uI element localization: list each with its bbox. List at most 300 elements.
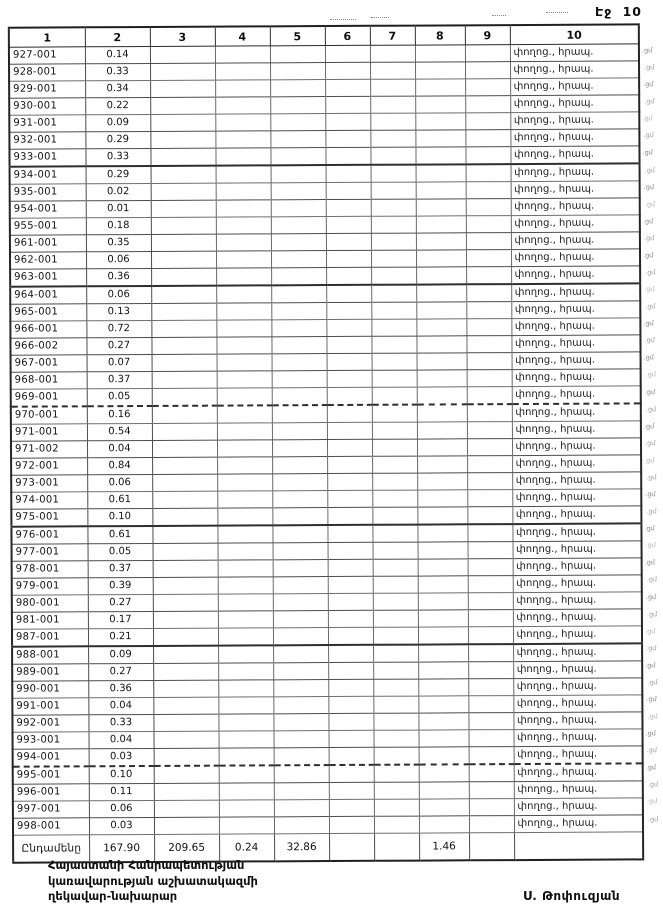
cell-empty: [372, 490, 417, 507]
cell-description: փողոց., հրապ.: [510, 129, 639, 147]
cell-empty: [373, 627, 418, 645]
cell-empty: [327, 422, 372, 439]
cell-code: 933-001: [9, 149, 85, 167]
cell-empty: [327, 405, 372, 423]
cell-value: 0.04: [88, 697, 153, 714]
cell-empty: [274, 817, 329, 834]
cell-empty: [218, 628, 273, 646]
cell-empty: [468, 576, 513, 593]
cell-empty: [270, 131, 325, 148]
cell-empty: [151, 337, 216, 354]
scan-artifact: .ցմ: [647, 712, 658, 721]
cell-empty: [370, 79, 415, 96]
cell-empty: [152, 354, 217, 371]
cell-empty: [328, 610, 373, 627]
cell-description: փողոց., հրապ.: [513, 541, 642, 559]
cell-description: փողոց., հրապ.: [512, 523, 641, 541]
cell-empty: [272, 491, 327, 508]
cell-value: 0.13: [86, 303, 151, 320]
cell-empty: [150, 63, 215, 80]
cell-empty: [467, 507, 512, 525]
column-header-7: 7: [370, 26, 415, 46]
scan-noise-speck: [330, 19, 356, 20]
cell-value: 0.37: [88, 560, 153, 577]
cell-empty: [217, 371, 272, 388]
cell-empty: [272, 423, 327, 440]
cell-empty: [416, 250, 466, 267]
cell-empty: [329, 765, 374, 783]
cell-empty: [217, 388, 272, 406]
scan-artifact: .ցմ: [644, 97, 655, 106]
cell-empty: [416, 199, 466, 216]
column-header-4: 4: [215, 26, 270, 46]
scan-noise-speck: [371, 17, 389, 18]
cell-empty: [216, 165, 271, 183]
cell-empty: [415, 62, 465, 79]
cell-empty: [415, 113, 465, 130]
cell-description: փողոց., հրապ.: [513, 626, 642, 644]
table-body: [9, 44, 643, 835]
cell-empty: [465, 130, 510, 147]
cell-code: 962-001: [10, 252, 86, 269]
totals-cell: [514, 832, 643, 860]
cell-value: 0.29: [86, 166, 151, 184]
cell-empty: [417, 490, 467, 507]
cell-empty: [151, 286, 216, 304]
totals-cell: 1.46: [419, 833, 469, 861]
cell-empty: [418, 610, 468, 627]
cell-empty: [152, 406, 217, 424]
cell-empty: [465, 79, 510, 96]
cell-empty: [271, 320, 326, 337]
cell-empty: [326, 302, 371, 319]
cell-empty: [328, 713, 373, 730]
cell-empty: [468, 559, 513, 576]
cell-empty: [418, 696, 468, 713]
cell-empty: [327, 473, 372, 490]
cell-empty: [327, 456, 372, 473]
scan-artifact: .ցմ: [645, 541, 657, 550]
cell-empty: [326, 165, 371, 183]
scan-artifact: .ցմ: [642, 251, 654, 260]
cell-empty: [273, 577, 328, 594]
cell-empty: [219, 817, 274, 834]
cell-code: 997-001: [13, 801, 89, 818]
cell-empty: [151, 303, 216, 320]
cell-value: 0.10: [87, 508, 152, 526]
cell-description: փողոց., հրապ.: [511, 232, 640, 250]
cell-empty: [328, 593, 373, 610]
cell-empty: [273, 714, 328, 731]
cell-code: 969-001: [11, 389, 87, 407]
cell-value: 0.72: [86, 320, 151, 337]
cell-empty: [153, 611, 218, 628]
cell-value: 0.61: [87, 491, 152, 508]
cell-empty: [469, 816, 514, 833]
cell-empty: [372, 353, 417, 370]
cell-value: 0.09: [88, 646, 153, 664]
cell-empty: [154, 800, 219, 817]
cell-code: 991-001: [12, 698, 88, 715]
cell-description: փողոց., հրապ.: [512, 489, 641, 507]
cell-empty: [373, 645, 418, 663]
cell-code: 988-001: [12, 646, 88, 664]
scan-artifact: .ցմ: [644, 336, 655, 345]
cell-empty: [216, 200, 271, 217]
cell-description: փողոց., հրապ.: [513, 712, 642, 730]
cell-code: 978-001: [12, 561, 88, 578]
cell-empty: [468, 713, 513, 730]
cell-empty: [218, 680, 273, 697]
cell-empty: [372, 473, 417, 490]
cell-empty: [371, 250, 416, 267]
cell-empty: [325, 96, 370, 113]
cell-empty: [468, 644, 513, 662]
cell-empty: [152, 526, 217, 544]
cell-empty: [327, 370, 372, 387]
column-header-9: 9: [465, 25, 510, 45]
cell-empty: [217, 525, 272, 543]
cell-empty: [216, 285, 271, 303]
cell-code: 954-001: [10, 201, 86, 218]
cell-value: 0.05: [88, 543, 153, 560]
cell-empty: [372, 525, 417, 543]
cell-description: փողոց., հրապ.: [512, 403, 641, 421]
totals-cell: 167.90: [89, 834, 154, 862]
cell-value: 0.61: [87, 526, 152, 544]
cell-code: 931-001: [9, 115, 85, 132]
totals-cell: [374, 833, 419, 861]
cell-empty: [466, 182, 511, 199]
cell-empty: [325, 79, 370, 96]
cell-code: 971-001: [11, 424, 87, 441]
cell-empty: [466, 216, 511, 233]
cell-code: 932-001: [9, 132, 85, 149]
cell-empty: [468, 610, 513, 627]
cell-value: 0.33: [85, 63, 150, 80]
cell-empty: [371, 267, 416, 285]
cell-code: 994-001: [13, 749, 89, 767]
cell-empty: [466, 267, 511, 285]
cell-empty: [419, 730, 469, 747]
column-header-6: 6: [325, 26, 370, 46]
cell-description: փողոց., հրապ.: [514, 781, 643, 799]
cell-empty: [326, 199, 371, 216]
cell-empty: [270, 114, 325, 131]
cell-empty: [271, 234, 326, 251]
cell-empty: [272, 371, 327, 388]
cell-empty: [419, 782, 469, 799]
cell-empty: [272, 474, 327, 491]
cell-empty: [219, 748, 274, 766]
cell-empty: [154, 783, 219, 800]
cell-description: փողոց., հրապ.: [511, 198, 640, 216]
cell-code: 928-001: [9, 64, 85, 81]
cell-empty: [466, 336, 511, 353]
cell-empty: [416, 182, 466, 199]
scan-artifact: .ցմ: [647, 678, 658, 687]
cell-empty: [218, 645, 273, 663]
cell-empty: [418, 576, 468, 593]
cell-empty: [271, 251, 326, 268]
cell-empty: [270, 80, 325, 97]
cell-code: 975-001: [11, 509, 87, 527]
cell-description: փողոց., հրապ.: [513, 661, 642, 679]
cell-empty: [328, 627, 373, 645]
scan-artifact: .ցմ: [646, 575, 658, 584]
cell-code: 967-001: [11, 355, 87, 372]
cell-empty: [151, 251, 216, 268]
table-sheet: [8, 23, 663, 863]
signatory-title-line: Հայաստանի Հանրապետության: [48, 858, 245, 872]
cell-empty: [152, 474, 217, 491]
cell-value: 0.34: [85, 80, 150, 97]
cell-empty: [151, 320, 216, 337]
cell-empty: [216, 217, 271, 234]
cell-empty: [417, 456, 467, 473]
cell-empty: [374, 765, 419, 783]
cell-empty: [466, 250, 511, 267]
cell-empty: [466, 319, 511, 336]
cell-description: փողոց., հրապ.: [511, 181, 640, 199]
cell-empty: [152, 508, 217, 526]
cell-empty: [217, 405, 272, 423]
totals-cell: 32.86: [274, 834, 329, 862]
cell-description: փողոց., հրապ.: [510, 95, 639, 113]
cell-empty: [215, 80, 270, 97]
cell-empty: [219, 800, 274, 817]
cell-empty: [270, 63, 325, 80]
cell-empty: [326, 336, 371, 353]
cell-empty: [327, 439, 372, 456]
scan-artifacts-column: [642, 42, 663, 828]
cell-empty: [327, 387, 372, 405]
cell-empty: [417, 473, 467, 490]
cell-empty: [467, 490, 512, 507]
cell-value: 0.06: [89, 800, 154, 817]
cell-empty: [370, 45, 415, 62]
cell-empty: [150, 46, 215, 63]
cell-empty: [325, 147, 370, 165]
cell-empty: [270, 148, 325, 166]
cell-empty: [417, 439, 467, 456]
cell-empty: [326, 250, 371, 267]
scan-artifact: .ցմ: [644, 438, 656, 448]
cell-value: 0.06: [86, 286, 151, 304]
cell-empty: [416, 267, 466, 285]
signatory-title-line: կառավարության աշխատակազմի: [48, 873, 258, 888]
cell-description: փողոց., հրապ.: [513, 695, 642, 713]
cell-code: 955-001: [10, 218, 86, 235]
cell-empty: [271, 285, 326, 303]
cell-empty: [327, 507, 372, 525]
cell-empty: [370, 147, 415, 165]
cell-empty: [468, 679, 513, 696]
cell-empty: [325, 62, 370, 79]
cell-empty: [374, 782, 419, 799]
cell-value: 0.33: [88, 714, 153, 731]
cell-description: փողոց., հրապ.: [511, 335, 640, 353]
cell-description: փողոց., հրապ.: [514, 798, 643, 816]
cell-empty: [372, 422, 417, 439]
cell-description: փողոց., հրապ.: [513, 678, 642, 696]
column-header-2: 2: [85, 27, 150, 47]
cell-empty: [274, 748, 329, 766]
cell-empty: [329, 730, 374, 747]
scan-artifact: .ցմ: [645, 729, 656, 738]
cell-empty: [371, 233, 416, 250]
cell-empty: [371, 199, 416, 216]
cell-value: 0.06: [87, 474, 152, 491]
scan-artifact: .ցմ: [643, 319, 654, 328]
cell-empty: [271, 303, 326, 320]
signatory-name: Ս. Թոփուզյան: [523, 889, 621, 903]
cell-value: 0.11: [89, 783, 154, 800]
scan-artifact: .ցմ: [647, 814, 659, 823]
cell-value: 0.02: [86, 183, 151, 200]
cell-empty: [215, 63, 270, 80]
column-header-10: 10: [510, 24, 639, 44]
cell-empty: [153, 577, 218, 594]
scan-artifact: .ցմ: [642, 217, 654, 226]
column-header-8: 8: [415, 25, 465, 45]
cell-value: 0.14: [85, 46, 150, 63]
cell-description: փողոց., հրապ.: [514, 746, 643, 764]
cell-value: 0.18: [86, 217, 151, 234]
cell-empty: [371, 285, 416, 303]
cell-empty: [217, 440, 272, 457]
cell-empty: [271, 165, 326, 183]
cell-value: 0.01: [86, 200, 151, 217]
cell-empty: [219, 765, 274, 783]
cell-empty: [371, 182, 416, 199]
cell-empty: [374, 747, 419, 765]
cell-empty: [469, 764, 514, 782]
cell-empty: [417, 507, 467, 525]
cell-code: 995-001: [13, 766, 89, 784]
cell-empty: [215, 114, 270, 131]
cell-empty: [270, 97, 325, 114]
scan-artifact: .ցմ: [645, 489, 656, 499]
cell-empty: [151, 200, 216, 217]
cell-empty: [372, 370, 417, 387]
cell-empty: [272, 354, 327, 371]
cell-empty: [151, 217, 216, 234]
cell-empty: [326, 182, 371, 199]
cell-empty: [419, 816, 469, 833]
cell-empty: [218, 594, 273, 611]
cell-empty: [415, 130, 465, 147]
cell-empty: [152, 388, 217, 406]
column-header-3: 3: [150, 27, 215, 47]
cell-empty: [328, 576, 373, 593]
cell-empty: [372, 456, 417, 473]
cell-description: փողոց., հրապ.: [514, 729, 643, 747]
cell-empty: [272, 440, 327, 457]
cell-description: փողոց., հրապ.: [513, 575, 642, 593]
cell-empty: [467, 353, 512, 370]
totals-cell: 209.65: [154, 834, 219, 862]
cell-value: 0.84: [87, 457, 152, 474]
cell-empty: [416, 164, 466, 182]
cell-empty: [216, 268, 271, 286]
cell-empty: [153, 594, 218, 611]
cell-value: 0.04: [89, 731, 154, 748]
cell-empty: [151, 268, 216, 286]
totals-cell: [329, 833, 374, 861]
cell-value: 0.04: [87, 440, 152, 457]
cell-empty: [417, 370, 467, 387]
scan-artifact: .ցմ: [645, 302, 656, 311]
cell-empty: [326, 267, 371, 285]
cell-empty: [153, 646, 218, 664]
cell-empty: [273, 628, 328, 646]
cell-empty: [153, 543, 218, 560]
cell-empty: [154, 748, 219, 766]
scan-artifact: .ցմ: [643, 353, 654, 362]
cell-description: փողոց., հրապ.: [512, 352, 641, 370]
cell-description: փողոց., հրապ.: [514, 763, 643, 781]
cell-empty: [153, 663, 218, 680]
cell-empty: [419, 764, 469, 782]
cell-empty: [416, 302, 466, 319]
cell-empty: [325, 113, 370, 130]
cell-value: 0.16: [87, 406, 152, 424]
cell-empty: [274, 800, 329, 817]
cell-empty: [468, 627, 513, 645]
cell-empty: [418, 644, 468, 662]
cell-code: 970-001: [11, 406, 87, 424]
cell-empty: [217, 354, 272, 371]
cell-description: փողոց., հրապ.: [512, 438, 641, 456]
cell-empty: [217, 423, 272, 440]
scan-artifact: .ցմ: [644, 558, 655, 567]
cell-empty: [271, 268, 326, 286]
cell-empty: [153, 628, 218, 646]
cell-empty: [153, 697, 218, 714]
cell-empty: [153, 680, 218, 697]
scan-artifact: .ցմ: [642, 114, 653, 123]
cell-empty: [416, 216, 466, 233]
cell-empty: [465, 45, 510, 62]
cell-value: 0.17: [88, 611, 153, 628]
cell-empty: [216, 183, 271, 200]
cell-code: 979-001: [12, 578, 88, 595]
cell-empty: [417, 387, 467, 405]
cell-empty: [329, 799, 374, 816]
cell-empty: [370, 113, 415, 130]
cell-empty: [328, 542, 373, 559]
cell-empty: [467, 422, 512, 439]
cell-empty: [467, 387, 512, 405]
cell-value: 0.09: [85, 114, 150, 131]
cell-empty: [469, 730, 514, 747]
scan-artifact: .ցմ: [643, 422, 655, 431]
cell-empty: [217, 457, 272, 474]
cell-empty: [218, 697, 273, 714]
cell-code: 989-001: [12, 664, 88, 681]
cell-empty: [416, 319, 466, 336]
cell-description: փողոց., հրապ.: [513, 643, 642, 661]
cell-empty: [372, 507, 417, 525]
cell-empty: [152, 440, 217, 457]
cell-value: 0.33: [85, 148, 150, 166]
cell-empty: [466, 302, 511, 319]
cell-empty: [371, 302, 416, 319]
cell-empty: [373, 610, 418, 627]
cell-empty: [372, 387, 417, 405]
cell-empty: [417, 404, 467, 422]
